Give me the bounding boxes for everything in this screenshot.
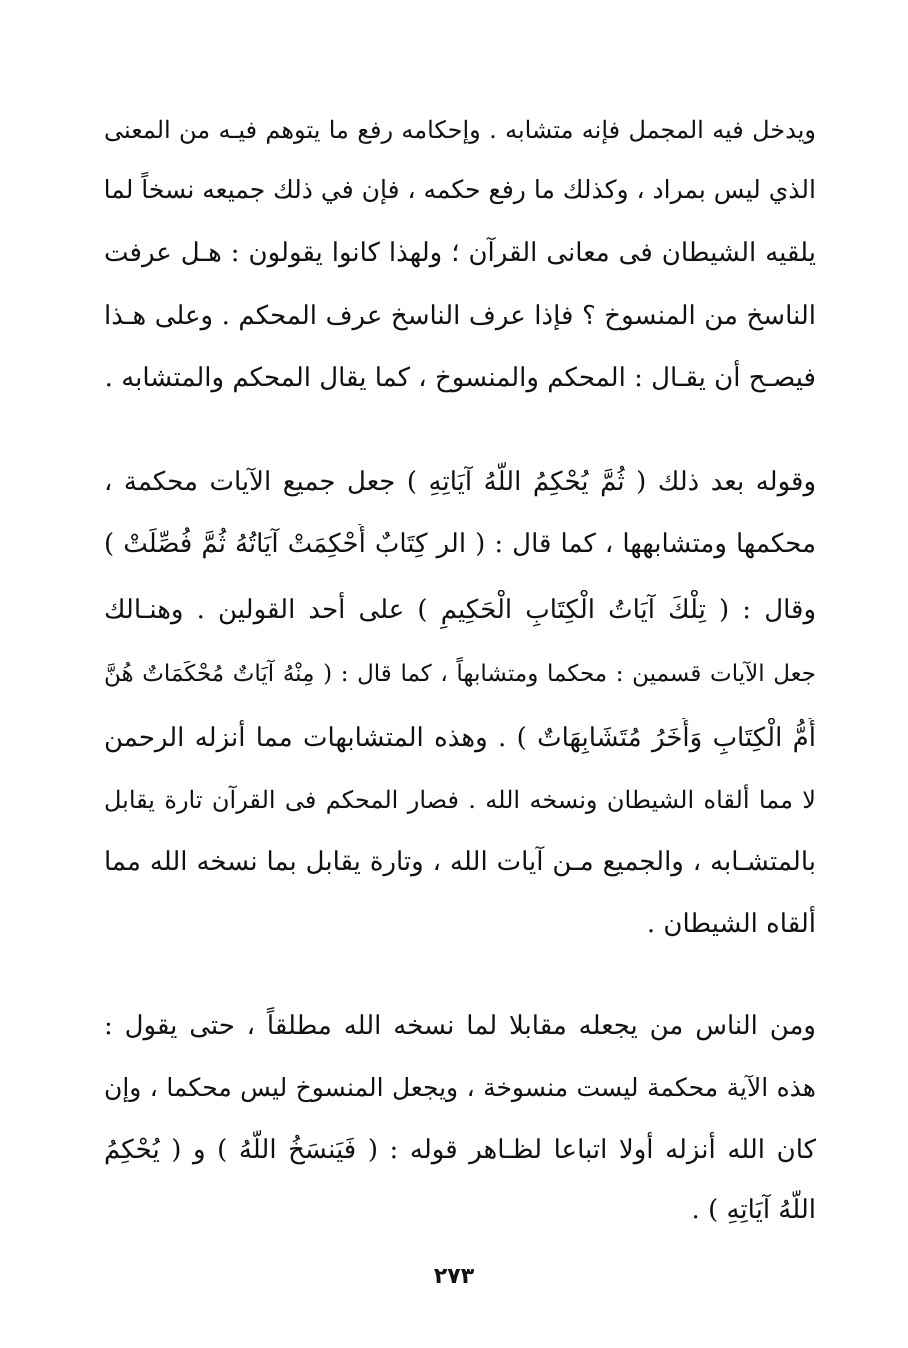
text-line: ألقاه الشيطان . xyxy=(646,909,816,939)
text-line: الذي ليس بمراد ، وكذلك ما رفع حكمه ، فإن في ذلك جميعه نسخاً لما xyxy=(104,175,816,204)
text-line: هذه الآية محكمة ليست منسوخة ، ويجعل المنسوخ ليس محكما ، وإن xyxy=(104,1073,816,1102)
text-line: وقال : ( تِلْكَ آيَاتُ الْكِتَابِ الْحَكِيمِ ) على أحد القولين . وهنـالك xyxy=(104,595,816,625)
text-line: جعل الآيات قسمين : محكما ومتشابهاً ، كما قال : ( مِنْهُ آيَاتٌ مُحْكَمَاتٌ هُنَّ xyxy=(104,661,816,687)
text-line: ويدخل فيه المجمل فإنه متشابه . وإحكامه رفع ما يتوهم فيـه من المعنى xyxy=(104,116,816,144)
text-line: وقوله بعد ذلك ( ثُمَّ يُحْكِمُ اللَّهُ آيَاتِهِ ) جعل جميع الآيات محكمة ، xyxy=(104,467,816,497)
text-line: أُمُّ الْكِتَابِ وَأُخَرُ مُتَشَابِهَاتٌ ) . وهذه المتشابهات مما أنزله الرحمن xyxy=(104,723,816,753)
text-line: لا مما ألقاه الشيطان ونسخه الله . فصار المحكم فى القرآن تارة يقابل xyxy=(104,786,816,814)
text-line: الناسخ من المنسوخ ؟ فإذا عرف الناسخ عرف المحكم . وعلى هـذا xyxy=(104,301,816,331)
text-line: كان الله أنزله أولا اتباعا لظـاهر قوله : ( فَيَنسَخُ اللَّهُ ) و ( يُحْكِمُ xyxy=(104,1135,816,1165)
text-line: فيصـح أن يقـال : المحكم والمنسوخ ، كما يقال المحكم والمتشابه . xyxy=(104,363,816,393)
text-line: ومن الناس من يجعله مقابلا لما نسخه الله مطلقاً ، حتى يقول : xyxy=(104,1011,816,1041)
page-number: ٢٧٣ xyxy=(433,1264,475,1289)
text-line: يلقيه الشيطان فى معانى القرآن ؛ ولهذا كانوا يقولون : هـل عرفت xyxy=(104,238,816,268)
text-line: محكمها ومتشابهها ، كما قال : ( الر كِتَابٌ أُحْكِمَتْ آيَاتُهُ ثُمَّ فُصِّلَتْ ) xyxy=(104,529,816,559)
text-line: بالمتشـابه ، والجميع مـن آيات الله ، وتارة يقابل بما نسخه الله مما xyxy=(104,847,816,877)
text-line: اللَّهُ آيَاتِهِ ) . xyxy=(691,1195,816,1225)
